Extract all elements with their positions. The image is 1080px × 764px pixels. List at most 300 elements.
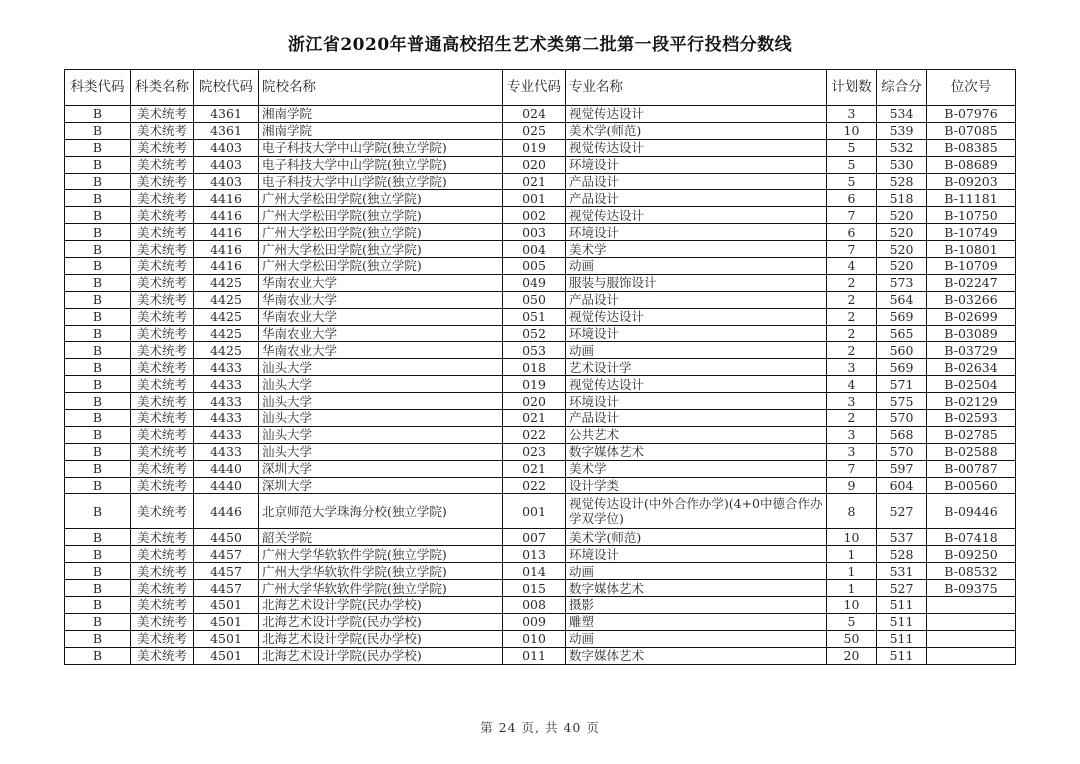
cell-category-code: B: [65, 630, 131, 647]
cell-plan-count: 6: [827, 224, 877, 241]
cell-school-name: 汕头大学: [259, 410, 503, 427]
cell-total-score: 520: [877, 224, 927, 241]
cell-major-code: 021: [503, 173, 566, 190]
header-school-name: 院校名称: [259, 70, 503, 106]
table-row: [65, 274, 1016, 291]
cell-total-score: 539: [877, 122, 927, 139]
cell-major-code: 022: [503, 477, 566, 494]
table-row: [65, 597, 1016, 614]
table-body: [65, 106, 1016, 665]
cell-school-name: 韶关学院: [259, 529, 503, 546]
cell-major-name: 公共艺术: [566, 426, 827, 443]
cell-major-code: 022: [503, 426, 566, 443]
cell-total-score: 564: [877, 291, 927, 308]
cell-total-score: 565: [877, 325, 927, 342]
cell-category-code: B: [65, 477, 131, 494]
table-row: [65, 477, 1016, 494]
table-row: [65, 308, 1016, 325]
cell-major-name: 数字媒体艺术: [566, 580, 827, 597]
cell-major-code: 014: [503, 563, 566, 580]
cell-rank: B-00560: [927, 477, 1016, 494]
cell-category-code: B: [65, 190, 131, 207]
cell-category-code: B: [65, 529, 131, 546]
header-rank: 位次号: [927, 70, 1016, 106]
cell-major-name: 环境设计: [566, 156, 827, 173]
cell-school-code: 4440: [194, 460, 259, 477]
cell-school-code: 4440: [194, 477, 259, 494]
cell-plan-count: 2: [827, 342, 877, 359]
cell-plan-count: 3: [827, 393, 877, 410]
cell-category-code: B: [65, 546, 131, 563]
cell-rank: B-08385: [927, 139, 1016, 156]
table-row: [65, 291, 1016, 308]
cell-category-name: 美术统考: [131, 563, 194, 580]
cell-major-code: 019: [503, 139, 566, 156]
cell-school-name: 华南农业大学: [259, 274, 503, 291]
cell-rank: B-02588: [927, 443, 1016, 460]
cell-rank: B-07976: [927, 106, 1016, 123]
cell-plan-count: 5: [827, 156, 877, 173]
cell-major-code: 053: [503, 342, 566, 359]
cell-school-name: 汕头大学: [259, 443, 503, 460]
table-row: [65, 325, 1016, 342]
document-title: 浙江省2020年普通高校招生艺术类第二批第一段平行投档分数线: [287, 35, 793, 55]
cell-school-code: 4403: [194, 173, 259, 190]
cell-school-name: 广州大学松田学院(独立学院): [259, 207, 503, 224]
cell-total-score: 570: [877, 410, 927, 427]
table-header-row: [65, 70, 1016, 106]
cell-rank: [927, 630, 1016, 647]
cell-category-name: 美术统考: [131, 460, 194, 477]
cell-school-name: 广州大学华软软件学院(独立学院): [259, 546, 503, 563]
cell-category-name: 美术统考: [131, 122, 194, 139]
cell-school-name: 汕头大学: [259, 376, 503, 393]
cell-plan-count: 2: [827, 274, 877, 291]
cell-major-name: 视觉传达设计: [566, 308, 827, 325]
cell-category-code: B: [65, 563, 131, 580]
cell-category-code: B: [65, 156, 131, 173]
cell-plan-count: 1: [827, 563, 877, 580]
cell-category-name: 美术统考: [131, 207, 194, 224]
cell-category-name: 美术统考: [131, 156, 194, 173]
cell-school-code: 4501: [194, 613, 259, 630]
cell-major-name: 环境设计: [566, 325, 827, 342]
cell-plan-count: 2: [827, 325, 877, 342]
cell-total-score: 570: [877, 443, 927, 460]
cell-school-name: 深圳大学: [259, 477, 503, 494]
cell-total-score: 560: [877, 342, 927, 359]
cell-total-score: 568: [877, 426, 927, 443]
cell-major-name: 动画: [566, 258, 827, 275]
cell-rank: B-09203: [927, 173, 1016, 190]
cell-rank: [927, 597, 1016, 614]
cell-total-score: 530: [877, 156, 927, 173]
cell-total-score: 527: [877, 580, 927, 597]
cell-total-score: 520: [877, 241, 927, 258]
table-row: [65, 122, 1016, 139]
table-row: [65, 630, 1016, 647]
header-category-name: 科类名称: [131, 70, 194, 106]
cell-major-code: 007: [503, 529, 566, 546]
cell-rank: B-10750: [927, 207, 1016, 224]
cell-school-code: 4501: [194, 597, 259, 614]
cell-category-code: B: [65, 376, 131, 393]
cell-plan-count: 2: [827, 410, 877, 427]
cell-major-name: 雕塑: [566, 613, 827, 630]
cell-total-score: 573: [877, 274, 927, 291]
cell-plan-count: 20: [827, 647, 877, 664]
cell-rank: B-10801: [927, 241, 1016, 258]
cell-school-code: 4403: [194, 156, 259, 173]
cell-major-code: 050: [503, 291, 566, 308]
cell-school-name: 北京师范大学珠海分校(独立学院): [259, 494, 503, 529]
cell-category-code: B: [65, 443, 131, 460]
cell-category-name: 美术统考: [131, 190, 194, 207]
cell-school-code: 4425: [194, 274, 259, 291]
cell-school-name: 汕头大学: [259, 393, 503, 410]
cell-school-name: 华南农业大学: [259, 325, 503, 342]
table-row: [65, 580, 1016, 597]
cell-category-code: B: [65, 460, 131, 477]
cell-rank: B-02504: [927, 376, 1016, 393]
table-row: [65, 494, 1016, 529]
cell-school-name: 广州大学华软软件学院(独立学院): [259, 580, 503, 597]
cell-plan-count: 9: [827, 477, 877, 494]
cell-school-name: 广州大学松田学院(独立学院): [259, 224, 503, 241]
cell-category-name: 美术统考: [131, 106, 194, 123]
cell-category-name: 美术统考: [131, 597, 194, 614]
cell-school-code: 4457: [194, 546, 259, 563]
cell-plan-count: 7: [827, 241, 877, 258]
cell-category-code: B: [65, 258, 131, 275]
cell-school-code: 4457: [194, 580, 259, 597]
cell-major-code: 018: [503, 359, 566, 376]
cell-major-name: 视觉传达设计: [566, 376, 827, 393]
cell-major-name: 环境设计: [566, 224, 827, 241]
table-row: [65, 173, 1016, 190]
cell-total-score: 534: [877, 106, 927, 123]
table-row: [65, 207, 1016, 224]
cell-rank: B-02247: [927, 274, 1016, 291]
cell-plan-count: 1: [827, 546, 877, 563]
cell-category-code: B: [65, 426, 131, 443]
cell-major-code: 025: [503, 122, 566, 139]
cell-category-name: 美术统考: [131, 410, 194, 427]
table-row: [65, 224, 1016, 241]
header-major-code: 专业代码: [503, 70, 566, 106]
cell-school-code: 4433: [194, 443, 259, 460]
table-row: [65, 359, 1016, 376]
cell-school-name: 北海艺术设计学院(民办学校): [259, 630, 503, 647]
cell-rank: B-02593: [927, 410, 1016, 427]
cell-category-name: 美术统考: [131, 173, 194, 190]
cell-major-code: 052: [503, 325, 566, 342]
cell-plan-count: 10: [827, 529, 877, 546]
cell-school-code: 4425: [194, 308, 259, 325]
cell-total-score: 531: [877, 563, 927, 580]
cell-major-name: 美术学: [566, 241, 827, 258]
cell-rank: B-09375: [927, 580, 1016, 597]
cell-school-name: 广州大学松田学院(独立学院): [259, 190, 503, 207]
cell-plan-count: 3: [827, 106, 877, 123]
cell-school-name: 电子科技大学中山学院(独立学院): [259, 173, 503, 190]
header-plan-count: 计划数: [827, 70, 877, 106]
cell-major-code: 020: [503, 156, 566, 173]
cell-major-name: 视觉传达设计: [566, 106, 827, 123]
cell-rank: B-02699: [927, 308, 1016, 325]
cell-major-name: 动画: [566, 630, 827, 647]
cell-major-name: 产品设计: [566, 410, 827, 427]
cell-plan-count: 8: [827, 494, 877, 529]
table-row: [65, 410, 1016, 427]
table-row: [65, 106, 1016, 123]
cell-category-code: B: [65, 494, 131, 529]
cell-school-code: 4433: [194, 359, 259, 376]
cell-plan-count: 7: [827, 207, 877, 224]
cell-total-score: 571: [877, 376, 927, 393]
cell-school-code: 4433: [194, 376, 259, 393]
cell-rank: [927, 613, 1016, 630]
cell-school-name: 电子科技大学中山学院(独立学院): [259, 139, 503, 156]
cell-category-name: 美术统考: [131, 308, 194, 325]
cell-major-code: 004: [503, 241, 566, 258]
table-row: [65, 443, 1016, 460]
cell-major-code: 008: [503, 597, 566, 614]
cell-category-name: 美术统考: [131, 613, 194, 630]
cell-category-code: B: [65, 106, 131, 123]
cell-major-code: 024: [503, 106, 566, 123]
cell-total-score: 597: [877, 460, 927, 477]
cell-total-score: 532: [877, 139, 927, 156]
cell-category-code: B: [65, 173, 131, 190]
cell-rank: B-03089: [927, 325, 1016, 342]
cell-school-name: 广州大学松田学院(独立学院): [259, 241, 503, 258]
cell-major-code: 015: [503, 580, 566, 597]
cell-school-code: 4457: [194, 563, 259, 580]
cell-major-name: 产品设计: [566, 190, 827, 207]
cell-category-name: 美术统考: [131, 342, 194, 359]
cell-major-code: 051: [503, 308, 566, 325]
cell-major-name: 数字媒体艺术: [566, 443, 827, 460]
cell-major-name: 动画: [566, 342, 827, 359]
cell-plan-count: 4: [827, 376, 877, 393]
cell-category-code: B: [65, 224, 131, 241]
cell-school-name: 广州大学松田学院(独立学院): [259, 258, 503, 275]
cell-category-name: 美术统考: [131, 494, 194, 529]
cell-school-name: 广州大学华软软件学院(独立学院): [259, 563, 503, 580]
cell-total-score: 569: [877, 308, 927, 325]
cell-major-code: 023: [503, 443, 566, 460]
cell-school-code: 4416: [194, 207, 259, 224]
cell-major-name: 摄影: [566, 597, 827, 614]
cell-rank: B-10749: [927, 224, 1016, 241]
cell-category-name: 美术统考: [131, 580, 194, 597]
cell-major-code: 001: [503, 494, 566, 529]
cell-category-code: B: [65, 122, 131, 139]
cell-major-name: 产品设计: [566, 291, 827, 308]
table-row: [65, 156, 1016, 173]
cell-school-code: 4450: [194, 529, 259, 546]
cell-category-name: 美术统考: [131, 325, 194, 342]
cell-plan-count: 3: [827, 426, 877, 443]
cell-category-name: 美术统考: [131, 630, 194, 647]
table-row: [65, 613, 1016, 630]
table-row: [65, 393, 1016, 410]
cell-rank: B-07085: [927, 122, 1016, 139]
cell-school-code: 4433: [194, 426, 259, 443]
cell-school-name: 湘南学院: [259, 122, 503, 139]
cell-category-code: B: [65, 139, 131, 156]
cell-major-name: 环境设计: [566, 393, 827, 410]
cell-school-code: 4425: [194, 342, 259, 359]
cell-major-name: 美术学: [566, 460, 827, 477]
cell-total-score: 511: [877, 597, 927, 614]
cell-major-code: 005: [503, 258, 566, 275]
cell-plan-count: 50: [827, 630, 877, 647]
cell-major-name: 数字媒体艺术: [566, 647, 827, 664]
cell-school-code: 4425: [194, 325, 259, 342]
cell-category-name: 美术统考: [131, 139, 194, 156]
cell-major-name: 视觉传达设计: [566, 207, 827, 224]
cell-category-code: B: [65, 410, 131, 427]
cell-major-code: 001: [503, 190, 566, 207]
cell-school-name: 湘南学院: [259, 106, 503, 123]
cell-total-score: 518: [877, 190, 927, 207]
cell-category-name: 美术统考: [131, 477, 194, 494]
cell-major-code: 010: [503, 630, 566, 647]
cell-plan-count: 5: [827, 613, 877, 630]
cell-plan-count: 2: [827, 291, 877, 308]
cell-total-score: 520: [877, 258, 927, 275]
cell-major-code: 009: [503, 613, 566, 630]
cell-major-name: 视觉传达设计: [566, 139, 827, 156]
cell-school-code: 4501: [194, 630, 259, 647]
cell-category-code: B: [65, 291, 131, 308]
cell-plan-count: 3: [827, 359, 877, 376]
page-footer: 第 24 页, 共 40 页: [480, 720, 600, 735]
cell-major-code: 049: [503, 274, 566, 291]
cell-major-name: 服装与服饰设计: [566, 274, 827, 291]
cell-rank: B-02129: [927, 393, 1016, 410]
cell-category-code: B: [65, 207, 131, 224]
header-school-code: 院校代码: [194, 70, 259, 106]
cell-category-name: 美术统考: [131, 274, 194, 291]
cell-school-code: 4361: [194, 106, 259, 123]
cell-major-code: 021: [503, 410, 566, 427]
cell-category-name: 美术统考: [131, 359, 194, 376]
cell-total-score: 537: [877, 529, 927, 546]
cell-plan-count: 7: [827, 460, 877, 477]
cell-category-code: B: [65, 580, 131, 597]
cell-major-name: 美术学(师范): [566, 122, 827, 139]
header-total-score: 综合分: [877, 70, 927, 106]
table-row: [65, 258, 1016, 275]
cell-plan-count: 6: [827, 190, 877, 207]
cell-school-name: 北海艺术设计学院(民办学校): [259, 647, 503, 664]
table-row: [65, 647, 1016, 664]
cell-school-name: 深圳大学: [259, 460, 503, 477]
cell-category-code: B: [65, 274, 131, 291]
cell-rank: B-02785: [927, 426, 1016, 443]
cell-major-name: 艺术设计学: [566, 359, 827, 376]
table-row: [65, 139, 1016, 156]
table-row: [65, 529, 1016, 546]
table-row: [65, 190, 1016, 207]
table-row: [65, 376, 1016, 393]
cell-rank: B-00787: [927, 460, 1016, 477]
cell-category-code: B: [65, 647, 131, 664]
table-row: [65, 342, 1016, 359]
cell-plan-count: 2: [827, 308, 877, 325]
cell-major-name: 动画: [566, 563, 827, 580]
cell-school-name: 汕头大学: [259, 359, 503, 376]
cell-category-name: 美术统考: [131, 224, 194, 241]
cell-major-code: 020: [503, 393, 566, 410]
cell-category-name: 美术统考: [131, 241, 194, 258]
cell-category-name: 美术统考: [131, 291, 194, 308]
cell-rank: B-11181: [927, 190, 1016, 207]
header-major-name: 专业名称: [566, 70, 827, 106]
cell-total-score: 528: [877, 546, 927, 563]
cell-major-code: 019: [503, 376, 566, 393]
cell-school-code: 4433: [194, 393, 259, 410]
cell-rank: B-08532: [927, 563, 1016, 580]
cell-category-name: 美术统考: [131, 529, 194, 546]
cell-school-name: 华南农业大学: [259, 308, 503, 325]
cell-total-score: 569: [877, 359, 927, 376]
cell-plan-count: 4: [827, 258, 877, 275]
cell-plan-count: 5: [827, 139, 877, 156]
cell-rank: B-09250: [927, 546, 1016, 563]
cell-total-score: 527: [877, 494, 927, 529]
cell-school-code: 4416: [194, 224, 259, 241]
cell-category-code: B: [65, 342, 131, 359]
cell-major-name: 设计学类: [566, 477, 827, 494]
cell-major-code: 013: [503, 546, 566, 563]
cell-category-name: 美术统考: [131, 376, 194, 393]
cell-major-code: 002: [503, 207, 566, 224]
cell-category-name: 美术统考: [131, 546, 194, 563]
cell-total-score: 575: [877, 393, 927, 410]
cell-category-code: B: [65, 613, 131, 630]
cell-major-code: 011: [503, 647, 566, 664]
cell-rank: B-02634: [927, 359, 1016, 376]
cell-plan-count: 10: [827, 122, 877, 139]
cell-category-name: 美术统考: [131, 426, 194, 443]
cell-rank: B-08689: [927, 156, 1016, 173]
cell-school-code: 4416: [194, 241, 259, 258]
cell-total-score: 528: [877, 173, 927, 190]
cell-plan-count: 10: [827, 597, 877, 614]
cell-category-code: B: [65, 359, 131, 376]
cell-plan-count: 1: [827, 580, 877, 597]
cell-school-code: 4425: [194, 291, 259, 308]
cell-category-name: 美术统考: [131, 647, 194, 664]
cell-major-code: 021: [503, 460, 566, 477]
cell-category-code: B: [65, 308, 131, 325]
cell-major-name: 视觉传达设计(中外合作办学)(4+0中德合作办学双学位): [566, 494, 827, 529]
cell-major-name: 环境设计: [566, 546, 827, 563]
cell-school-code: 4446: [194, 494, 259, 529]
cell-rank: B-10709: [927, 258, 1016, 275]
cell-category-code: B: [65, 393, 131, 410]
cell-total-score: 604: [877, 477, 927, 494]
header-category-code: 科类代码: [65, 70, 131, 106]
cell-category-name: 美术统考: [131, 258, 194, 275]
cell-total-score: 511: [877, 613, 927, 630]
cell-school-name: 北海艺术设计学院(民办学校): [259, 613, 503, 630]
cell-plan-count: 5: [827, 173, 877, 190]
